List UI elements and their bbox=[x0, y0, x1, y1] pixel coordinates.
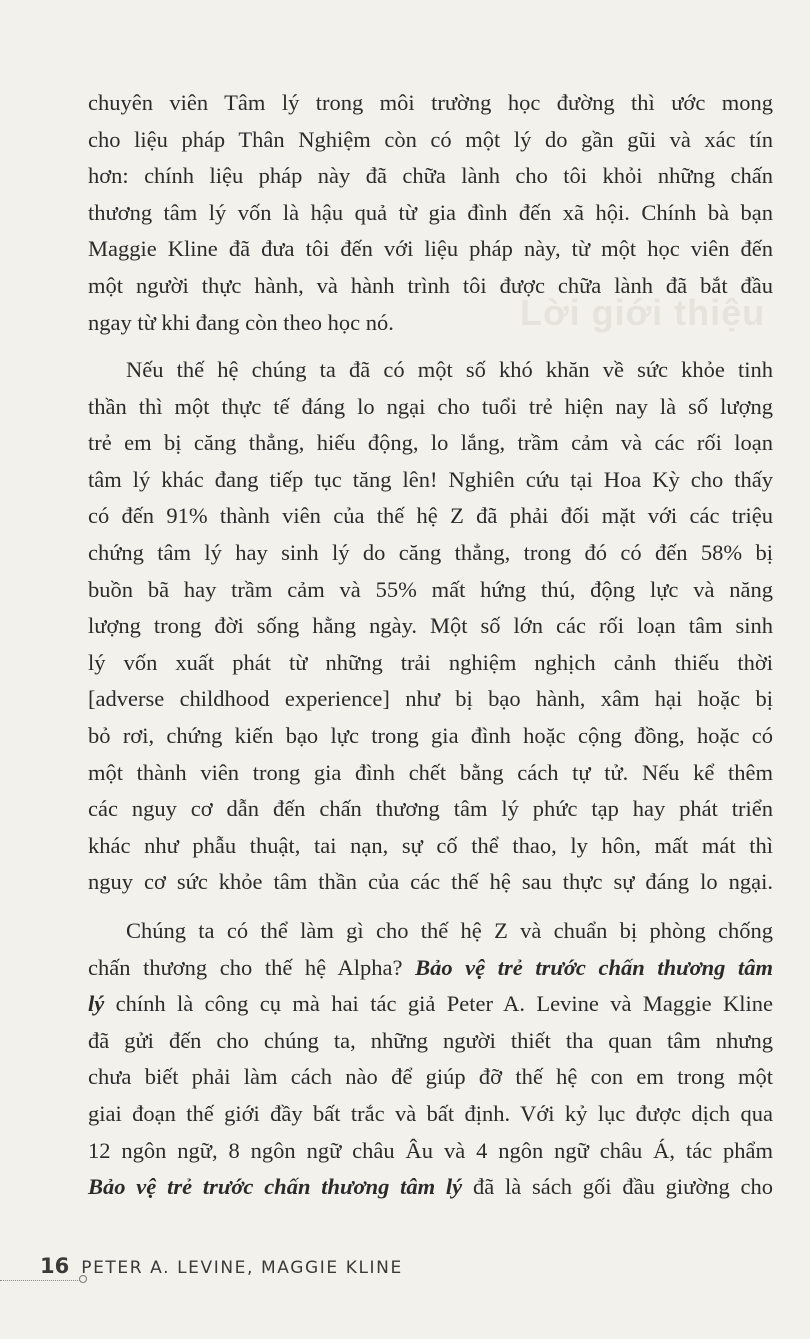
text-line: 12 ngôn ngữ, 8 ngôn ngữ châu Âu và 4 ngôn ngữ châu Á, tác phẩm bbox=[88, 1137, 773, 1163]
text-line: một người thực hành, và hành trình tôi được chữa lành đã bắt đầu bbox=[88, 272, 773, 298]
text-line: buồn bã hay trầm cảm và 55% mất hứng thú, động lực và năng bbox=[88, 576, 773, 602]
text-line: có đến 91% thành viên của thế hệ Z đã phải đối mặt với các triệu bbox=[88, 503, 773, 529]
show-through-heading: Lời giới thiệu bbox=[520, 292, 766, 333]
paragraph-3 bbox=[88, 913, 773, 1206]
text-line: ngay từ khi đang còn theo học nó. bbox=[88, 309, 394, 335]
text-line: khác như phẫu thuật, tai nạn, sự cố thể thao, ly hôn, mất mát thì bbox=[88, 832, 773, 858]
text-line: các nguy cơ dẫn đến chấn thương tâm lý phức tạp hay phát triển bbox=[88, 796, 773, 822]
text-line: giai đoạn thế giới đầy bất trắc và bất định. Với kỷ lục được dịch qua bbox=[88, 1100, 773, 1126]
book-title-emphasis: Bảo vệ trẻ trước chấn thương tâm bbox=[415, 954, 774, 980]
book-title-emphasis: Bảo vệ trẻ trước chấn thương tâm lý bbox=[88, 1174, 463, 1200]
running-author: PETER A. LEVINE, MAGGIE KLINE bbox=[81, 1258, 403, 1278]
text-line: chứng tâm lý hay sinh lý do căng thẳng, trong đó có đến 58% bị bbox=[88, 539, 773, 565]
text-line: nguy cơ sức khỏe tâm thần của các thế hệ sau thực sự đáng lo ngại. bbox=[88, 869, 773, 895]
text-run: đã là sách gối đầu giường cho bbox=[462, 1174, 773, 1200]
text-line: hơn: chính liệu pháp này đã chữa lành cho tôi khỏi những chấn bbox=[88, 163, 773, 189]
text-line: thương tâm lý vốn là hậu quả từ gia đình đến xã hội. Chính bà bạn bbox=[88, 199, 773, 225]
text-line: chuyên viên Tâm lý trong môi trường học đường thì ước mong bbox=[88, 90, 773, 115]
footer-dotted-rule bbox=[0, 1280, 80, 1281]
book-title-emphasis: lý bbox=[88, 991, 105, 1017]
text-line: trẻ em bị căng thẳng, hiếu động, lo lắng, trầm cảm và các rối loạn bbox=[88, 430, 773, 456]
text-line: một thành viên trong gia đình chết bằng cách tự tử. Nếu kể thêm bbox=[88, 759, 773, 785]
text-line bbox=[88, 950, 773, 987]
footer-circle-ornament bbox=[79, 1275, 87, 1283]
text-run: chấn thương cho thế hệ Alpha? bbox=[88, 954, 416, 980]
text-run: chính là công cụ mà hai tác giả Peter A. Levine và Maggie Kline bbox=[104, 991, 773, 1017]
text-line: tâm lý khác đang tiếp tục tăng lên! Nghiên cứu tại Hoa Kỳ cho thấy bbox=[88, 466, 773, 492]
text-line: cho liệu pháp Thân Nghiệm còn có một lý do gần gũi và xác tín bbox=[88, 126, 773, 152]
text-line: lượng trong đời sống hằng ngày. Một số lớn các rối loạn tâm sinh bbox=[88, 613, 773, 639]
text-line: đã gửi đến cho chúng ta, những người thiết tha quan tâm nhưng bbox=[88, 1027, 773, 1053]
text-line: thần thì một thực tế đáng lo ngại cho tuổi trẻ hiện nay là số lượng bbox=[88, 393, 773, 419]
text-line: Chúng ta có thể làm gì cho thế hệ Z và chuẩn bị phòng chống bbox=[126, 918, 773, 943]
paragraph-2 bbox=[88, 352, 773, 901]
text-line: Nếu thế hệ chúng ta đã có một số khó khăn về sức khỏe tinh bbox=[126, 357, 773, 382]
text-line: Maggie Kline đã đưa tôi đến với liệu pháp này, từ một học viên đến bbox=[88, 236, 773, 262]
paragraph-1 bbox=[88, 85, 773, 341]
text-line: [adverse childhood experience] như bị bạo hành, xâm hại hoặc bị bbox=[88, 686, 773, 712]
text-line: lý vốn xuất phát từ những trải nghiệm nghịch cảnh thiếu thời bbox=[88, 649, 773, 675]
text-line: bỏ rơi, chứng kiến bạo lực trong gia đình hoặc cộng đồng, hoặc có bbox=[88, 722, 773, 748]
page-number: 16 bbox=[40, 1254, 70, 1278]
text-line bbox=[88, 986, 773, 1023]
page-footer bbox=[40, 1254, 403, 1278]
text-line: chưa biết phải làm cách nào để giúp đỡ thế hệ con em trong một bbox=[88, 1064, 773, 1090]
text-line bbox=[88, 1169, 773, 1206]
